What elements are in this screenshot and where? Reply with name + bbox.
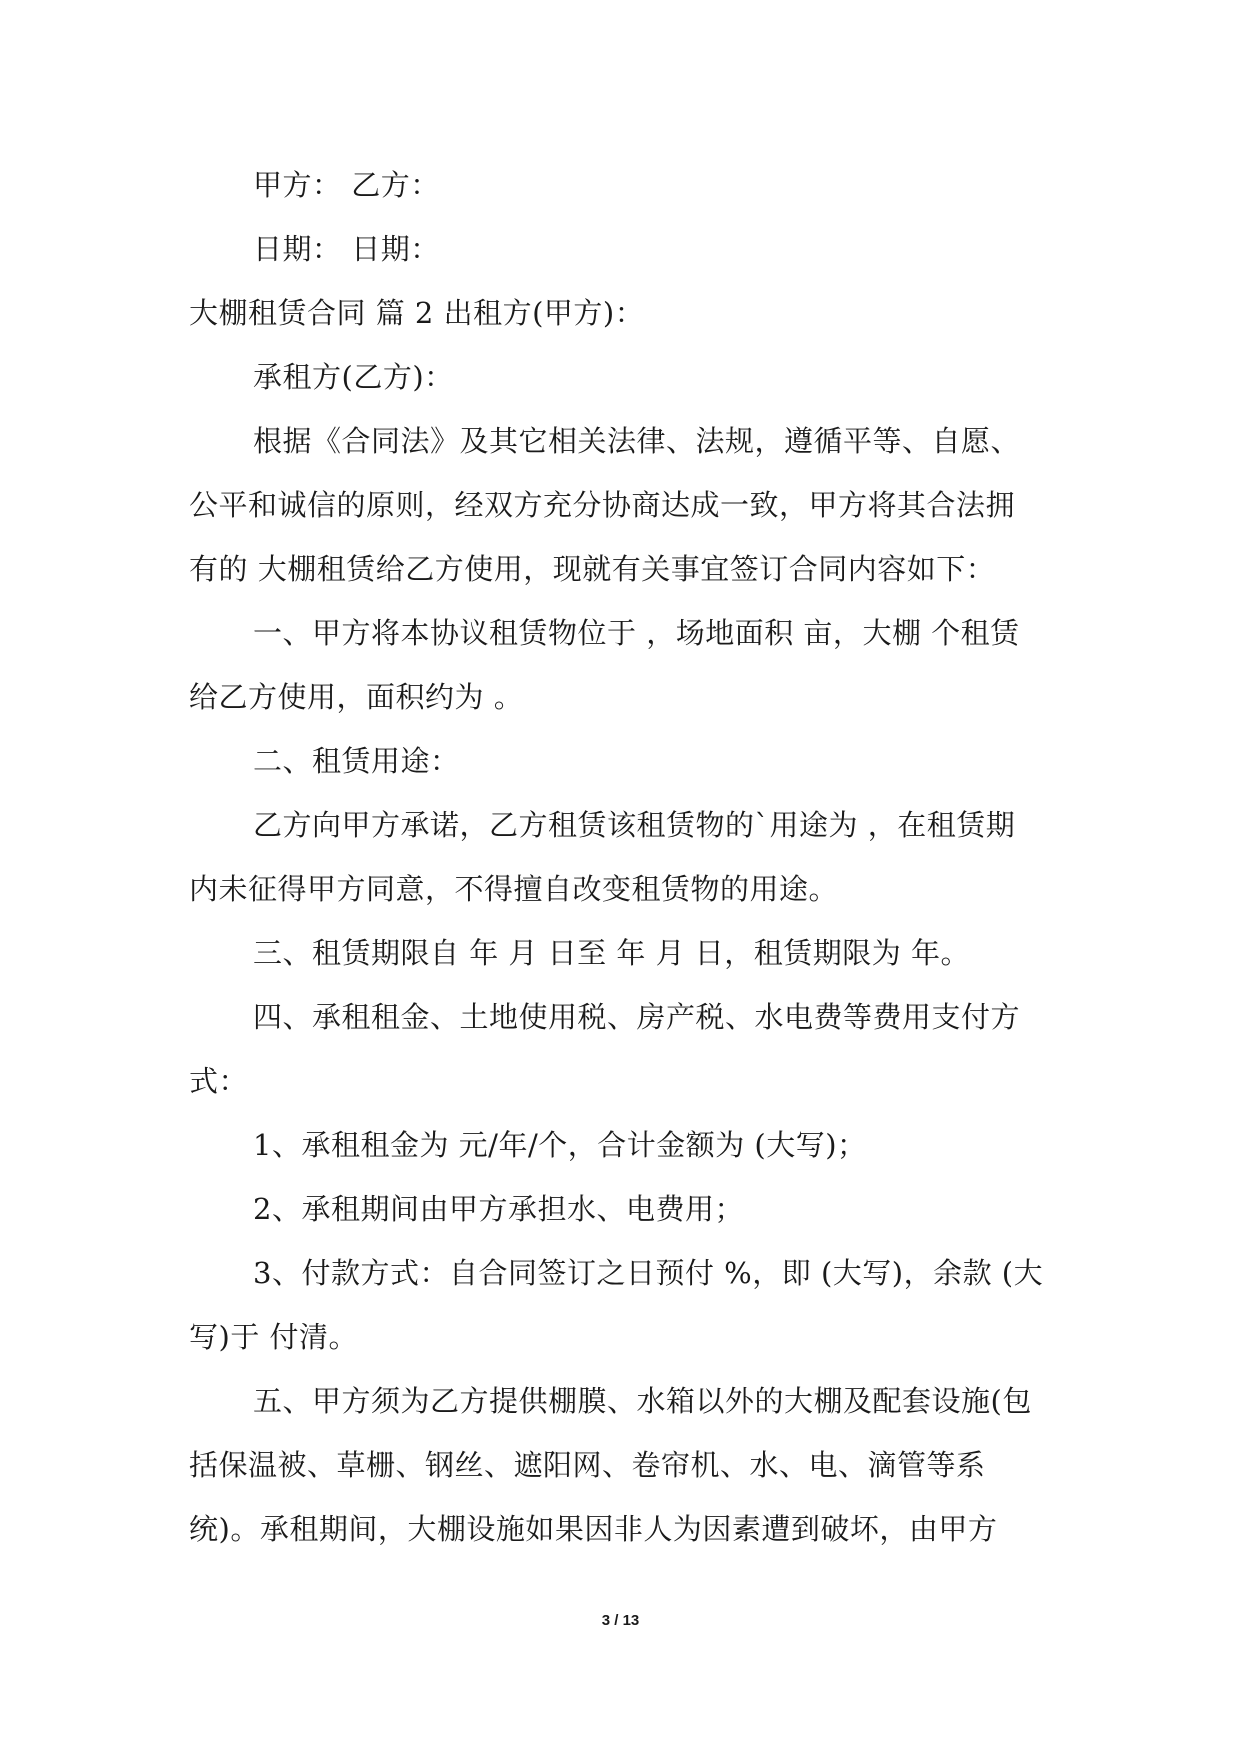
text-line: 乙方向甲方承诺，乙方租赁该租赁物的`用途为 ，在租赁期	[253, 808, 1016, 842]
text-line: 承租方(乙方)：	[253, 360, 454, 394]
text-line: 公平和诚信的原则，经双方充分协商达成一致，甲方将其合法拥	[189, 488, 1016, 522]
text-line: 甲方： 乙方：	[253, 168, 440, 202]
text-line: 根据《合同法》及其它相关法律、法规，遵循平等、自愿、	[253, 424, 1021, 458]
text-line: 统)。承租期间，大棚设施如果因非人为因素遭到破坏，由甲方	[189, 1512, 998, 1546]
text-line: 2、承租期间由甲方承担水、电费用；	[253, 1192, 744, 1226]
text-line: 式：	[189, 1064, 249, 1098]
text-line: 四、承租租金、土地使用税、房产税、水电费等费用支付方	[253, 1000, 1021, 1034]
text-line: 二、租赁用途：	[253, 744, 460, 778]
text-line: 写)于 付清。	[189, 1320, 359, 1354]
text-line: 括保温被、草栅、钢丝、遮阳网、卷帘机、水、电、滴管等系	[189, 1448, 986, 1482]
page-number: 3 / 13	[601, 1612, 640, 1629]
text-line: 一、甲方将本协议租赁物位于 ，场地面积 亩，大棚 个租赁	[253, 616, 1020, 650]
text-line: 五、甲方须为乙方提供棚膜、水箱以外的大棚及配套设施(包	[253, 1384, 1032, 1418]
text-line: 日期： 日期：	[253, 232, 440, 266]
text-line: 3、付款方式：自合同签订之日预付 %，即 (大写)，余款 (大	[253, 1256, 1044, 1290]
text-line: 1、承租租金为 元/年/个，合计金额为 (大写)；	[253, 1128, 867, 1162]
text-line: 三、租赁期限自 年 月 日至 年 月 日，租赁期限为 年。	[253, 936, 971, 970]
text-line: 有的 大棚租赁给乙方使用，现就有关事宜签订合同内容如下：	[189, 552, 996, 586]
section-heading: 大棚租赁合同 篇 2 出租方(甲方)：	[189, 296, 645, 330]
text-line: 内未征得甲方同意，不得擅自改变租赁物的用途。	[189, 872, 839, 906]
text-line: 给乙方使用，面积约为 。	[189, 680, 524, 714]
